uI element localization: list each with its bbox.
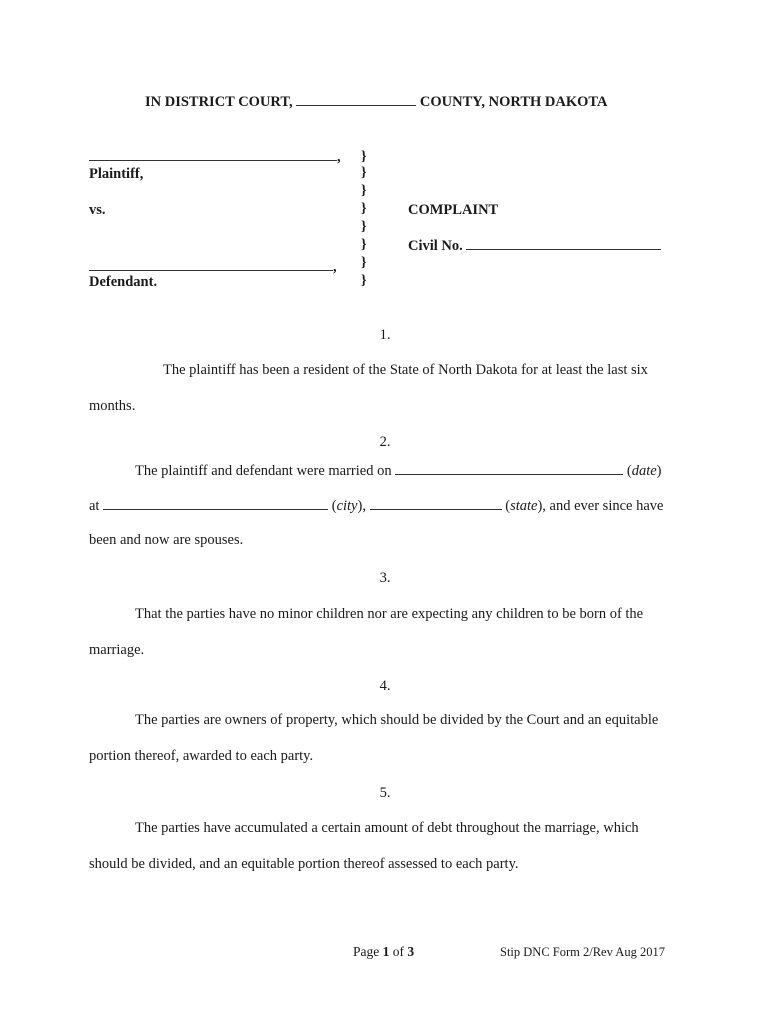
section-number: 2. bbox=[379, 434, 391, 450]
court-header-right: COUNTY, NORTH DAKOTA bbox=[419, 94, 608, 110]
civil-no-blank[interactable] bbox=[466, 249, 661, 250]
defendant-comma: , bbox=[333, 259, 337, 275]
section-number: 3. bbox=[379, 570, 391, 586]
caption-brace: } bbox=[361, 255, 367, 270]
section-1-line-1: The plaintiff has been a resident of the State of North Dakota for at least the last six bbox=[163, 362, 648, 378]
section-number: 5. bbox=[379, 785, 391, 801]
date-label: date bbox=[631, 463, 657, 479]
vs-label: vs. bbox=[89, 202, 106, 218]
marriage-date-intro: The plaintiff and defendant were married on bbox=[135, 463, 392, 479]
state-label: state bbox=[510, 498, 538, 514]
section-5-line-2: should be divided, and an equitable portion thereof assessed to each party. bbox=[89, 856, 519, 872]
court-header bbox=[145, 94, 607, 111]
plaintiff-name-blank[interactable] bbox=[89, 160, 337, 161]
at-label: at bbox=[89, 498, 100, 514]
plaintiff-comma: , bbox=[337, 149, 341, 165]
section-number: 1. bbox=[379, 327, 391, 343]
page-indicator bbox=[353, 944, 414, 960]
civil-no-row bbox=[408, 238, 661, 255]
caption-brace: } bbox=[361, 237, 367, 252]
state-blank[interactable] bbox=[370, 509, 502, 510]
caption-brace: } bbox=[361, 183, 367, 198]
page-current: 1 bbox=[382, 944, 390, 959]
section-4-line-1: The parties are owners of property, which should be divided by the Court and an equitable bbox=[135, 712, 659, 728]
court-header-left: IN DISTRICT COURT, bbox=[145, 94, 293, 110]
section-4-line-2: portion thereof, awarded to each party. bbox=[89, 748, 314, 764]
civil-no-label: Civil No. bbox=[408, 238, 463, 254]
section-5-line-1: The parties have accumulated a certain amount of debt throughout the marriage, which bbox=[135, 820, 639, 836]
caption-brace: } bbox=[361, 201, 367, 216]
caption-brace: } bbox=[361, 165, 367, 180]
section-3-line-2: marriage. bbox=[89, 642, 145, 658]
city-blank[interactable] bbox=[103, 509, 328, 510]
section-number: 4. bbox=[379, 678, 391, 694]
marriage-date-blank[interactable] bbox=[395, 474, 623, 475]
caption-brace: } bbox=[361, 219, 367, 234]
county-blank[interactable] bbox=[296, 105, 416, 106]
section-2-line-2: at (city), (state), and ever since have bbox=[89, 498, 664, 514]
caption-brace: } bbox=[361, 149, 367, 164]
city-label: city bbox=[336, 498, 358, 514]
defendant-label: Defendant. bbox=[89, 274, 158, 290]
caption-brace: } bbox=[361, 273, 367, 288]
section-2-line-3: been and now are spouses. bbox=[89, 532, 244, 548]
plaintiff-name-line bbox=[89, 149, 341, 166]
section-3-line-1: That the parties have no minor children nor are expecting any children to be born of the bbox=[135, 606, 644, 622]
section-1-line-2: months. bbox=[89, 398, 136, 414]
defendant-name-blank[interactable] bbox=[89, 270, 333, 271]
page-total: 3 bbox=[407, 944, 415, 959]
page-prefix: Page bbox=[353, 944, 380, 959]
section-2-line-1: The plaintiff and defendant were married on (date) bbox=[135, 463, 662, 479]
page-of: of bbox=[392, 944, 404, 959]
plaintiff-label: Plaintiff, bbox=[89, 166, 144, 182]
form-id: Stip DNC Form 2/Rev Aug 2017 bbox=[500, 945, 665, 959]
section-2-line-2-end: , and ever since have bbox=[542, 498, 664, 514]
document-title: COMPLAINT bbox=[408, 202, 499, 218]
